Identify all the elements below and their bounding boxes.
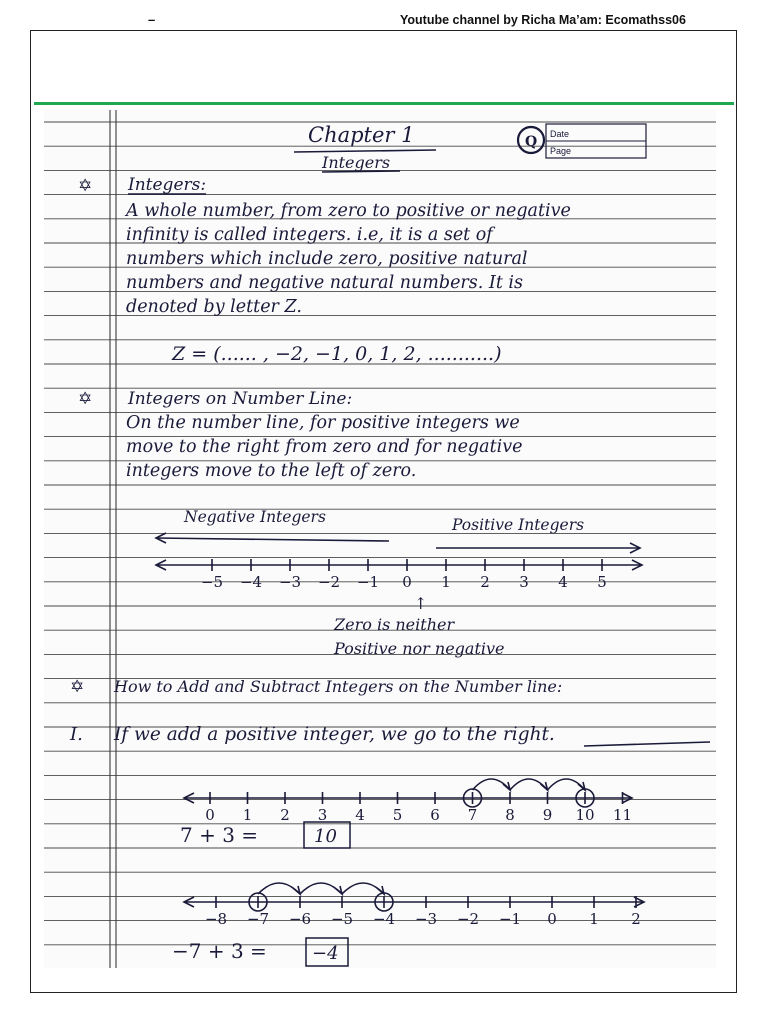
subtitle-underline bbox=[322, 171, 400, 172]
tick-label: 8 bbox=[505, 806, 515, 824]
tick-label: 0 bbox=[547, 910, 557, 928]
negative-integers-label: Negative Integers bbox=[184, 508, 326, 526]
tick-label: −7 bbox=[246, 910, 270, 928]
tick-label: 0 bbox=[402, 573, 412, 591]
set-notation: Z = (...... , −2, −1, 0, 1, 2, ...........) bbox=[172, 343, 502, 365]
tick-label: 2 bbox=[280, 806, 290, 824]
tick-label: −8 bbox=[204, 910, 228, 928]
section2-heading: Integers on Number Line: bbox=[128, 389, 353, 409]
notebook-logo bbox=[518, 127, 544, 153]
number-line-2 bbox=[184, 779, 632, 824]
chapter-title: Chapter 1 bbox=[308, 123, 415, 147]
tick-label: 11 bbox=[612, 806, 633, 824]
logo-letter: Q bbox=[525, 134, 538, 150]
section1-line-5: denoted by letter Z. bbox=[126, 297, 302, 317]
tick-label: 0 bbox=[205, 806, 215, 824]
section2-line-3: integers move to the left of zero. bbox=[126, 461, 417, 481]
tick-label: 1 bbox=[589, 910, 599, 928]
hop-arrowhead bbox=[293, 886, 300, 894]
rule-underline bbox=[584, 742, 710, 746]
section2-line-1: On the number line, for positive integers we bbox=[126, 413, 520, 433]
number-line-3 bbox=[184, 883, 644, 928]
tick-label: −4 bbox=[372, 910, 396, 928]
tick-label: −6 bbox=[288, 910, 312, 928]
zero-pointer-arrow: ↑ bbox=[414, 594, 428, 613]
example2-equation: −7 + 3 = bbox=[172, 939, 267, 963]
section2-line-2: move to the right from zero and for negative bbox=[126, 437, 523, 457]
number-line-1 bbox=[156, 559, 642, 591]
tick-label: 5 bbox=[597, 573, 607, 591]
tick-label: −1 bbox=[356, 573, 380, 591]
star-bullet-2: ✡ bbox=[78, 389, 93, 409]
chapter-subtitle: Integers bbox=[322, 153, 391, 172]
notebook-page bbox=[44, 110, 716, 968]
tick-label: 2 bbox=[480, 573, 490, 591]
tick-label: 3 bbox=[519, 573, 529, 591]
tick-label: −2 bbox=[456, 910, 480, 928]
tick-label: 2 bbox=[631, 910, 641, 928]
example1-answer: 10 bbox=[314, 826, 337, 847]
tick-label: 1 bbox=[441, 573, 451, 591]
star-bullet-3: ✡ bbox=[70, 677, 85, 697]
example2-answer: −4 bbox=[312, 943, 339, 964]
date-label: Date bbox=[550, 129, 570, 139]
negative-arrow bbox=[156, 538, 389, 541]
hop-arrowhead bbox=[377, 886, 384, 894]
positive-integers-label: Positive Integers bbox=[452, 516, 585, 534]
tick-label: 10 bbox=[575, 806, 595, 824]
star-bullet-1: ✡ bbox=[78, 176, 93, 196]
header-channel-credit: Youtube channel by Richa Ma’am: Ecomathss06 bbox=[400, 13, 686, 27]
tick-label: −3 bbox=[278, 573, 302, 591]
title-underline bbox=[294, 150, 436, 152]
tick-label: 6 bbox=[430, 806, 440, 824]
green-divider bbox=[34, 102, 734, 105]
tick-label: 4 bbox=[558, 573, 568, 591]
tick-label: −4 bbox=[239, 573, 263, 591]
example1-equation: 7 + 3 = bbox=[180, 823, 259, 847]
section1-line-2: infinity is called integers. i.e, it is a set of bbox=[126, 225, 493, 245]
zero-note-line-2: Positive nor negative bbox=[334, 639, 505, 658]
tick-label: −1 bbox=[498, 910, 522, 928]
tick-label: 9 bbox=[542, 806, 553, 824]
section1-line-3: numbers which include zero, positive natural bbox=[126, 249, 528, 269]
tick-label: 4 bbox=[355, 806, 365, 824]
rule-text: If we add a positive integer, we go to the right. bbox=[114, 724, 555, 745]
hop-arrowhead bbox=[335, 886, 342, 894]
rule-number: I. bbox=[70, 724, 83, 745]
tick-label: 5 bbox=[392, 806, 403, 824]
tick-label: −5 bbox=[200, 573, 224, 591]
page-label: Page bbox=[550, 146, 572, 156]
tick-label: 3 bbox=[317, 806, 328, 824]
zero-note-line-1: Zero is neither bbox=[334, 615, 455, 634]
section3-heading: How to Add and Subtract Integers on the Number line: bbox=[114, 677, 563, 696]
tick-label: 1 bbox=[242, 806, 253, 824]
tick-label: −5 bbox=[330, 910, 354, 928]
section1-line-4: numbers and negative natural numbers. It is bbox=[126, 273, 523, 293]
tick-label: −2 bbox=[317, 573, 341, 591]
section1-line-1: A whole number, from zero to positive or negative bbox=[126, 201, 571, 221]
section1-heading: Integers: bbox=[128, 175, 207, 195]
tick-label: −3 bbox=[414, 910, 438, 928]
tick-label: 7 bbox=[467, 806, 478, 824]
header-dash: – bbox=[148, 12, 156, 27]
